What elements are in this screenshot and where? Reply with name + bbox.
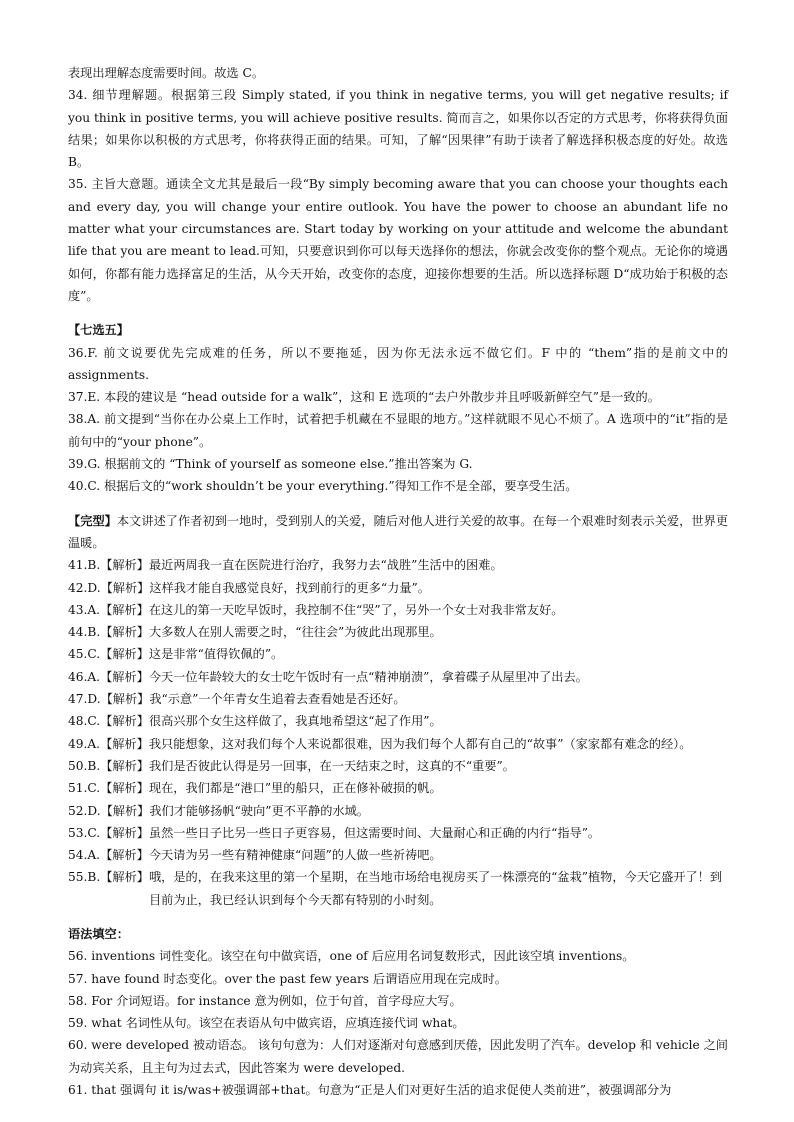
cloze-answer-text: 我们是否彼此认得是另一回事，在一天结束之时，这真的不“重要”。 [148, 758, 515, 773]
cloze-answer-number: 50.B. [68, 758, 101, 773]
answer-35: 35. 主旨大意题。通读全文尤其是最后一段“By simply becoming aware that you can choose your thoughts each and every day, you will change your entire outlook. You have the power to choose an abundant life no matter what your circumstances are. Start today by working on your attitude and welcome the abundant life that you are meant to lead.可知，只要意识到你可以每天选择你的想法，你就会改变你的整个观点。无论你的境遇如何，你都有能力选择富足的生活，从今天开始，改变你的态度，迎接你想要的生活。所以选择标题 D“成功始于积极的态度”。 [68, 177, 728, 303]
answer-56: 56. inventions 词性变化。该空在句中做宾语，one of 后应用名词复数形式，因此该空填 inventions。 [68, 949, 635, 964]
cloze-answer-text: 很高兴那个女生这样做了，我真地希望这“起了作用”。 [148, 714, 442, 729]
analysis-tag: 【解析】 [100, 736, 149, 751]
cloze-answer-text: 在这儿的第一天吃早饭时，我控制不住“哭”了，另外一个女士对我非常友好。 [148, 602, 564, 617]
analysis-tag: 【解析】 [100, 558, 149, 573]
cloze-answer-text: 最近两周我一直在医院进行治疗，我努力去“战胜”生活中的困难。 [148, 558, 503, 573]
cloze-answer-number: 42.D. [68, 580, 101, 595]
cloze-answer-number: 46.A. [68, 669, 101, 684]
cloze-answer-row [68, 710, 728, 732]
answer-59: 59. what 名词性从句。该空在表语从句中做宾语，应填连接代词 what。 [68, 1016, 465, 1031]
cloze-intro [68, 510, 728, 555]
cloze-answer-text: 虽然一些日子比另一些日子更容易，但这需要时间、大量耐心和正确的内行“指导”。 [148, 825, 601, 840]
cloze-answer-row [68, 733, 728, 755]
cloze-answer-row [68, 643, 728, 665]
grammar-section [68, 923, 728, 1101]
cloze-answer-row [68, 577, 728, 599]
document-page [68, 62, 728, 1101]
section-heading-seven: 【七选五】 [68, 323, 129, 338]
cloze-answer-row [68, 800, 728, 822]
answer-37: 37.E. 本段的建议是 “head outside for a walk”，这和 E 选项的“去户外散步并且呼吸新鲜空气”是一致的。 [68, 390, 660, 405]
answer-34: 34. 细节理解题。根据第三段 Simply stated, if you think in negative terms, you will get negative results; if you think in positive terms, you will achieve positive results. 简而言之，如果你以否定的方式思考，你将获得负面结果；如果你以积极的方式思考，你将获得正面的结果。可知，了解“因果律”有助于读者了解选择积极态度的好处。故选 B。 [68, 88, 728, 170]
analysis-tag: 【解析】 [100, 825, 149, 840]
cloze-answer-number: 48.C. [68, 714, 101, 729]
cloze-answer-number: 47.D. [68, 692, 101, 707]
analysis-tag: 【解析】 [100, 714, 149, 729]
cloze-answer-text: 现在，我们都是“港口”里的船只，正在修补破损的帆。 [148, 781, 442, 796]
cloze-answer-number: 52.D. [68, 803, 101, 818]
answer-36: 36.F. 前文说要优先完成难的任务，所以不要拖延，因为你无法永远不做它们。F 中的 “them”指的是前文中的 assignments. [68, 345, 728, 382]
cloze-answer-row [68, 844, 728, 866]
cloze-answer-number: 53.C. [68, 825, 101, 840]
cloze-answer-number: 41.B. [68, 558, 101, 573]
cloze-answer-text: 大多数人在别人需要之时，“往往会”为彼此出现那里。 [148, 625, 442, 640]
answer-39: 39.G. 根据前文的 “Think of yourself as someone else.”推出答案为 G. [68, 457, 473, 472]
cloze-answer-row [68, 822, 728, 844]
analysis-tag: 【解析】 [100, 647, 149, 662]
analysis-tag: 【解析】 [100, 848, 149, 863]
cloze-answer-text: 这样我才能自我感觉良好，找到前行的更多“力量”。 [149, 580, 430, 595]
analysis-tag: 【解析】 [100, 669, 149, 684]
analysis-tag: 【解析】 [100, 803, 150, 818]
cloze-answer-number: 45.C. [68, 647, 101, 662]
cloze-answer-row [68, 866, 728, 911]
cloze-answer-text: 我们才能够扬帆“驶向”更不平静的水域。 [149, 803, 369, 818]
answer-60: 60. were developed 被动语态。 该句句意为：人们对逐渐对句意感到厌倦，因此发明了汽车。develop 和 vehicle 之间为动宾关系，且主句为过去式，因此答案为 were developed. [68, 1038, 728, 1075]
cloze-answer-text: 我只能想象，这对我们每个人来说都很难，因为我们每个人都有自己的“故事”（家家都有难念的经）。 [148, 736, 692, 751]
answer-57: 57. have found 时态变化。over the past few years 后谓语应用现在完成时。 [68, 971, 507, 986]
analysis-tag: 【解析】 [100, 870, 149, 885]
cloze-answer-number: 44.B. [68, 625, 101, 640]
analysis-tag: 【解析】 [100, 692, 150, 707]
cloze-intro-text: 本文讲述了作者初到一地时，受到别人的关爱，随后对他人进行关爱的故事。在每一个艰难时刻表示关爱，世界更温暖。 [68, 513, 729, 550]
answer-38: 38.A. 前文提到“当你在办公桌上工作时，试着把手机藏在不显眼的地方。”这样就眼不见心不烦了。A 选项中的“it”指的是前句中的“your phone”。 [68, 412, 728, 449]
cloze-answer-row [68, 688, 728, 710]
analysis-tag: 【解析】 [100, 781, 149, 796]
cloze-answer-text: 今天请为另一些有精神健康“问题”的人做一些祈祷吧。 [148, 848, 442, 863]
cloze-answer-text: 我“示意”一个年青女生追着去查看她是否还好。 [149, 692, 406, 707]
section-heading-grammar: 语法填空： [68, 926, 129, 941]
cloze-answer-text: 哦，是的，在我来这里的第一个星期，在当地市场给电视房买了一株漂亮的“盆栽”植物，今天它盛开了！到目前为止，我已经认识到每个今天都有特别的小时刻。 [148, 870, 723, 907]
cloze-answer-number: 51.C. [68, 781, 101, 796]
cloze-answer-row [68, 666, 728, 688]
answer-40: 40.C. 根据后文的“work shouldn’t be your everything.”得知工作不是全部，要享受生活。 [68, 479, 578, 494]
cloze-answer-row [68, 777, 728, 799]
cloze-answer-row [68, 621, 728, 643]
analysis-tag: 【解析】 [100, 580, 150, 595]
cloze-answer-text: 今天一位年龄较大的女士吃午饭时有一点“精神崩溃”，拿着碟子从屋里冲了出去。 [148, 669, 588, 684]
analysis-tag: 【解析】 [100, 602, 149, 617]
section-heading-cloze: 【完型】 [68, 513, 117, 528]
cloze-answer-number: 49.A. [68, 736, 101, 751]
cloze-answer-row [68, 554, 728, 576]
analysis-tag: 【解析】 [100, 625, 149, 640]
cloze-answer-row [68, 599, 728, 621]
cloze-answer-row [68, 755, 728, 777]
analysis-tag: 【解析】 [100, 758, 149, 773]
answer-61: 61. that 强调句 it is/was+被强调部+that。句意为“正是人们对更好生活的追求促使人类前进”，被强调部分为 [68, 1083, 672, 1098]
cloze-answer-number: 55.B. [68, 870, 101, 885]
answer-58: 58. For 介词短语。for instance 意为例如，位于句首，首字母应大写。 [68, 993, 462, 1008]
continuation-line: 表现出理解态度需要时间。故选 C。 [68, 66, 265, 80]
cloze-list [68, 554, 728, 911]
cloze-answer-number: 43.A. [68, 602, 101, 617]
cloze-answer-text: 这是非常“值得钦佩的”。 [148, 647, 284, 662]
cloze-answer-number: 54.A. [68, 848, 101, 863]
